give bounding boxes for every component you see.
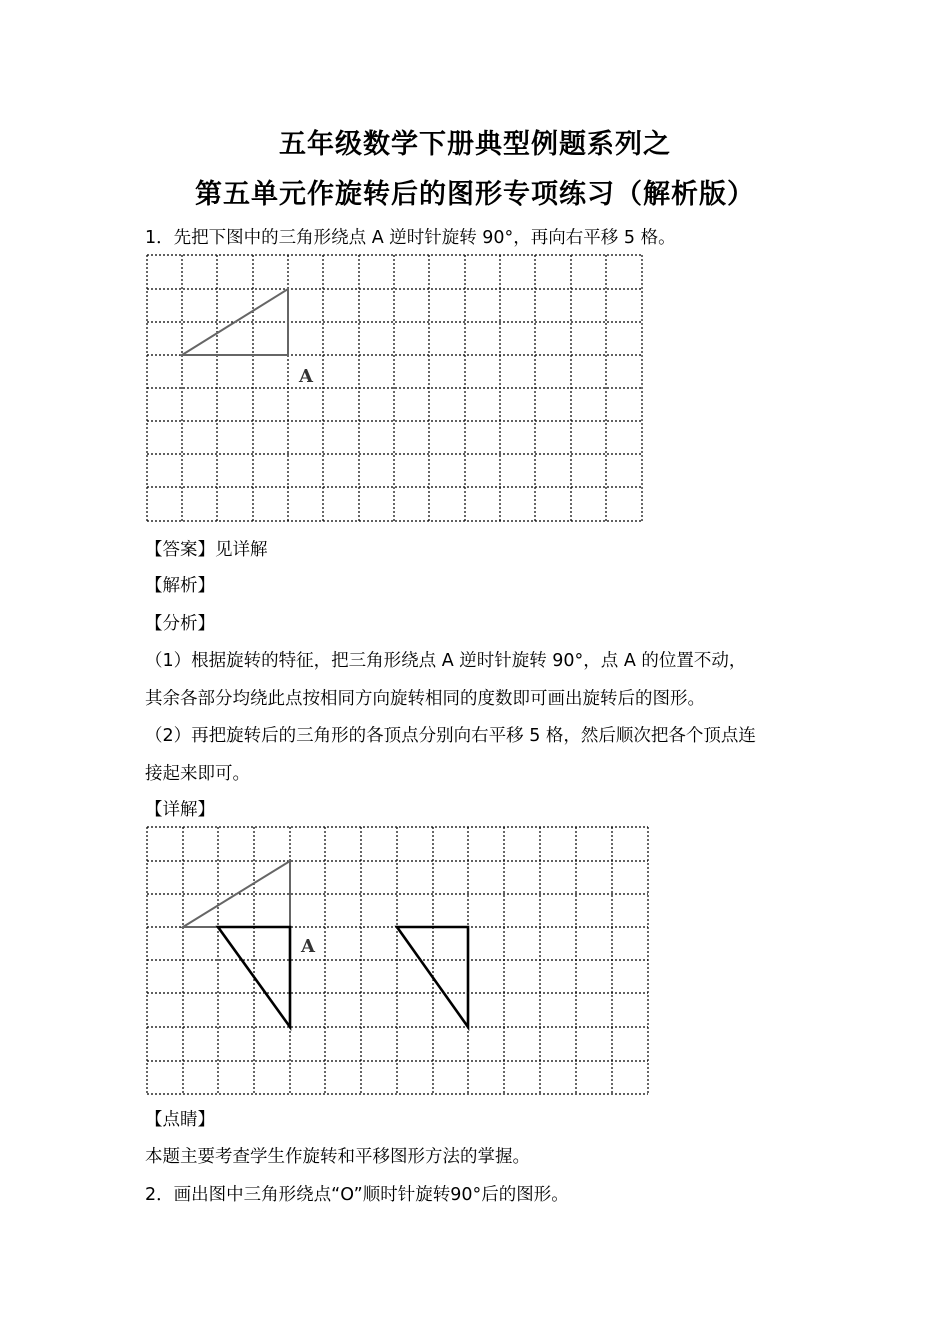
answer-grid <box>146 826 650 1096</box>
page-title-line2: 第五单元作旋转后的图形专项练习（解析版） <box>195 179 755 210</box>
step2-line-a: （2）再把旋转后的三角形的各顶点分别向右平移 5 格，然后顺次把各个顶点连 <box>145 726 756 746</box>
analysis-heading: 【解析】 <box>145 576 215 596</box>
page-title-line1: 五年级数学下册典型例题系列之 <box>279 129 671 160</box>
question-1-grid <box>146 254 644 524</box>
point-a-label: A <box>299 366 313 387</box>
dianjing-text: 本题主要考查学生作旋转和平移图形方法的掌握。 <box>145 1147 530 1167</box>
step1-line-b: 其余各部分均绕此点按相同方向旋转相同的度数即可画出旋转后的图形。 <box>145 689 705 709</box>
dianjing-heading: 【点睛】 <box>145 1110 215 1130</box>
step2-line-b: 接起来即可。 <box>145 764 250 784</box>
answer-line: 【答案】见详解 <box>145 540 268 560</box>
point-a-label: A <box>301 936 315 957</box>
fenxi-heading: 【分析】 <box>145 614 215 634</box>
question-2: 2．画出图中三角形绕点“O”顺时针旋转90°后的图形。 <box>145 1185 569 1205</box>
detail-heading: 【详解】 <box>145 800 215 820</box>
step1-line-a: （1）根据旋转的特征，把三角形绕点 A 逆时针旋转 90°，点 A 的位置不动， <box>145 651 747 671</box>
question-1: 1．先把下图中的三角形绕点 A 逆时针旋转 90°，再向右平移 5 格。 <box>145 228 676 248</box>
